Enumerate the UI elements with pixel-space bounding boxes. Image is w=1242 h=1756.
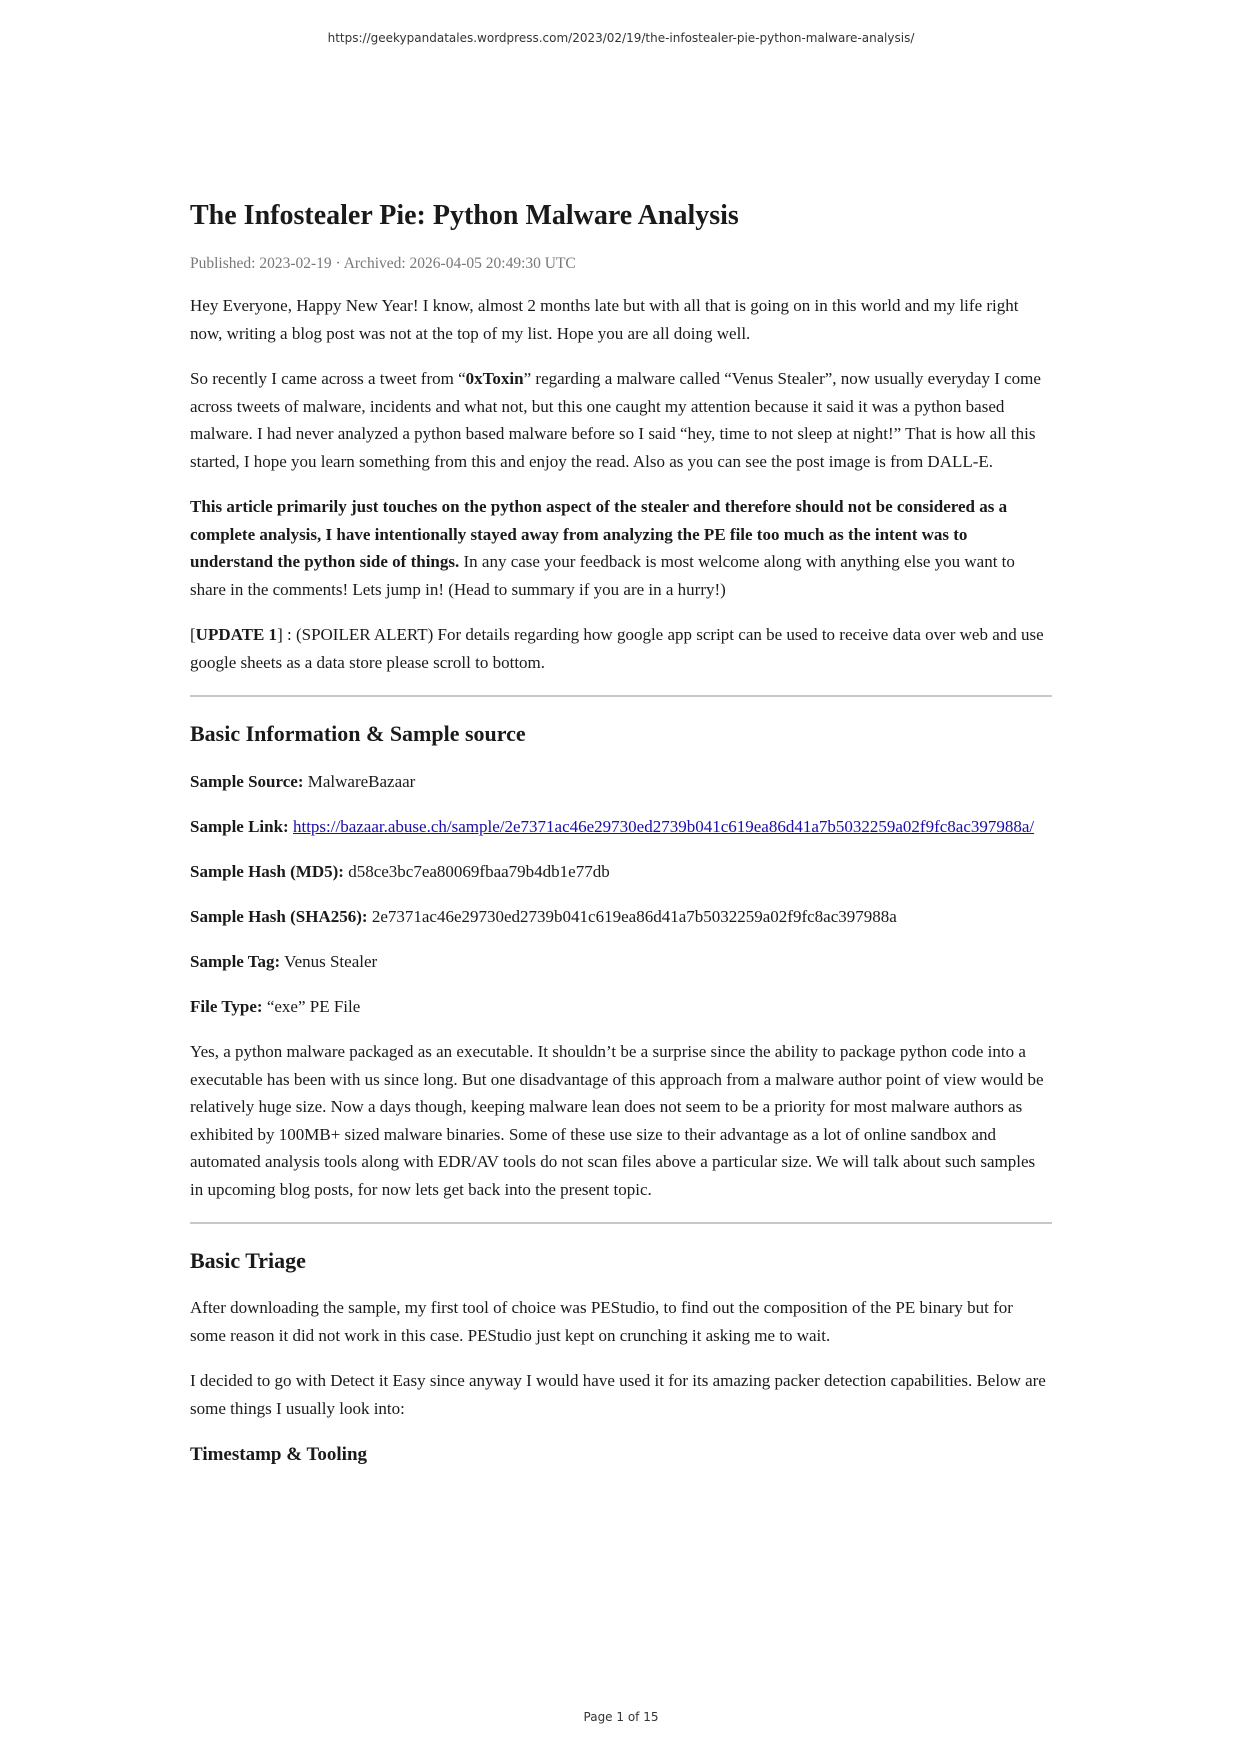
article-title: The Infostealer Pie: Python Malware Analysis (190, 200, 739, 231)
info-label: File Type: (190, 997, 263, 1016)
info-label: Sample Hash (SHA256): (190, 907, 368, 926)
section-title-basic-triage: Basic Triage (190, 1248, 306, 1273)
info-value: Venus Stealer (280, 952, 378, 971)
triage-paragraph-2: I decided to go with Detect it Easy since anyway I would have used it for its amazing packer detection capabilities. Below are some things I usually look into: (190, 1371, 1046, 1418)
disclaimer-rest: In any case your feedback is most welcome along with anything else you want to share in the comments! Lets jump in! (Head to summary if you are in a hurry!) (190, 552, 1015, 599)
update-text: ] : (SPOILER ALERT) For details regarding how google app script can be used to receive data over web and use google sheets as a data store please scroll to bottom. (190, 625, 1044, 672)
info-sample-md5 (190, 858, 1052, 885)
intro-paragraph: Hey Everyone, Happy New Year! I know, almost 2 months late but with all that is going on in this world and my life right now, writing a blog post was not at the top of my list. Hope you are all doing well. (190, 296, 1019, 343)
disclaimer-paragraph (190, 493, 1052, 603)
triage-paragraph-1: After downloading the sample, my first tool of choice was PEStudio, to find out the composition of the PE binary but for some reason it did not work in this case. PEStudio just kept on crunching it asking me to wait. (190, 1298, 1013, 1345)
twitter-handle: 0xToxin (465, 369, 524, 388)
info-label: Sample Source: (190, 772, 304, 791)
info-label: Sample Link: (190, 817, 289, 836)
update-paragraph (190, 621, 1052, 676)
tweet-paragraph-before: So recently I came across a tweet from “ (190, 369, 466, 388)
info-sample-tag (190, 948, 1052, 975)
info-value: 2e7371ac46e29730ed2739b041c619ea86d41a7b5032259a02f9fc8ac397988a (367, 907, 897, 926)
info-file-type (190, 993, 1052, 1020)
info-label: Sample Tag: (190, 952, 281, 971)
divider (190, 695, 1052, 697)
tweet-paragraph (190, 365, 1052, 475)
info-label: Sample Hash (MD5): (190, 862, 344, 881)
article-meta: Published: 2023-02-19 · Archived: 2026-04-05 20:49:30 UTC (190, 255, 576, 272)
executable-paragraph: Yes, a python malware packaged as an executable. It shouldn’t be a surprise since the ability to package python code into a executable has been with us since long. But one disadvantage of this approach from a malware author point of view would be relatively huge size. Now a days though, keeping malware lean does not seem to be a priority for most malware authors as exhibited by 100MB+ sized malware binaries. Some of these use size to their advantage as a lot of online sandbox and automated analysis tools along with EDR/AV tools do not scan files above a particular size. We will talk about such samples in upcoming blog posts, for now lets get back into the present topic. (190, 1042, 1044, 1199)
sample-link[interactable]: https://bazaar.abuse.ch/sample/2e7371ac46e29730ed2739b041c619ea86d41a7b5032259a02f9fc8ac397988a/ (292, 817, 1035, 836)
update-label: UPDATE 1 (195, 625, 278, 644)
article (190, 196, 1052, 1468)
disclaimer-bold: This article primarily just touches on the python aspect of the stealer and therefore should not be considered as a complete analysis, I have intentionally stayed away from analyzing the PE file too much as the intent was to understand the python side of things. (190, 497, 1008, 571)
info-value: MalwareBazaar (303, 772, 416, 791)
page-number: Page 1 of 15 (583, 1710, 659, 1724)
divider (190, 1222, 1052, 1224)
page-url-header: https://geekypandatales.wordpress.com/2023/02/19/the-infostealer-pie-python-malware-analysis/ (327, 31, 915, 45)
info-sample-source (190, 768, 1052, 795)
section-title-basic-information: Basic Information & Sample source (190, 721, 526, 746)
info-value: “exe” PE File (262, 997, 361, 1016)
subsection-title-timestamp-tooling: Timestamp & Tooling (190, 1444, 368, 1465)
info-sample-sha256 (190, 903, 1052, 930)
update-bracket: [ (190, 625, 196, 644)
info-sample-link (190, 813, 1052, 840)
tweet-paragraph-after: ” regarding a malware called “Venus Stealer”, now usually everyday I come across tweets of malware, incidents and what not, but this one caught my attention because it said it was a python based malware. I had never analyzed a python based malware before so I said “hey, time to not sleep at night!” That is how all this started, I hope you learn something from this and enjoy the read. Also as you can see the post image is from DALL-E. (190, 369, 1041, 471)
info-value: d58ce3bc7ea80069fbaa79b4db1e77db (343, 862, 610, 881)
